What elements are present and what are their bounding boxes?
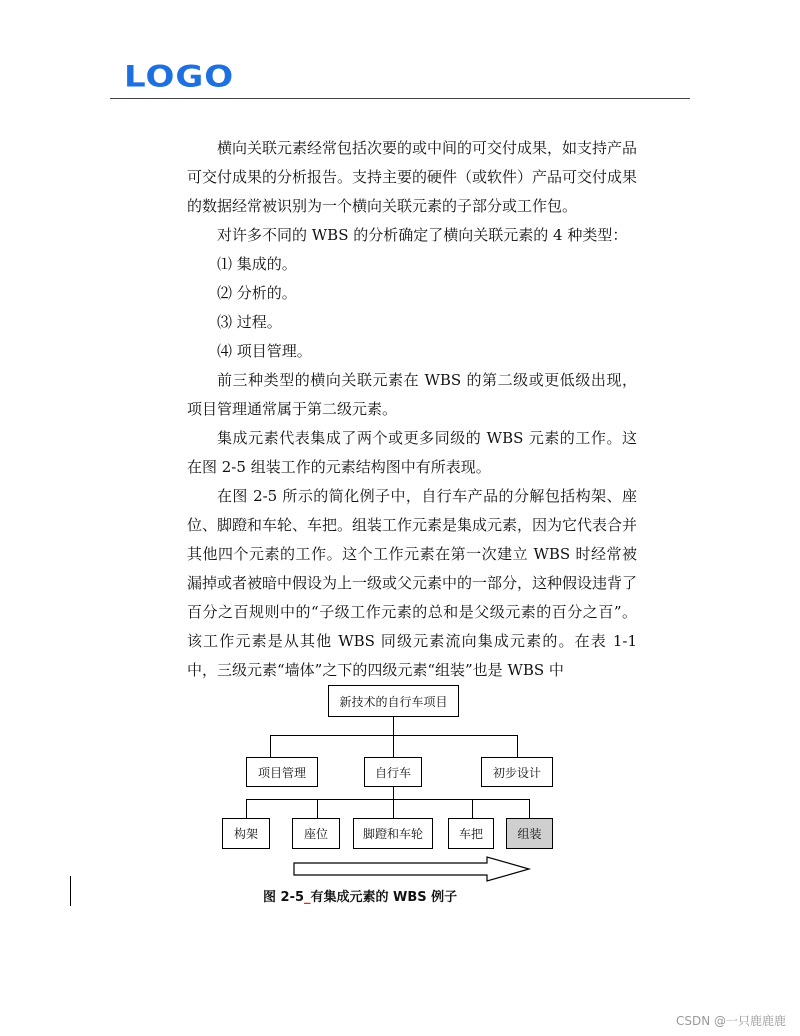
- flow-arrow: [293, 856, 533, 882]
- list-item: ⑶ 过程。: [217, 313, 282, 331]
- margin-change-bar: [70, 876, 71, 906]
- connector: [246, 799, 247, 818]
- connector: [529, 799, 530, 818]
- connector: [517, 735, 518, 757]
- wbs-box-bicycle: 自行车: [364, 757, 422, 787]
- caption-number: 图 2-5: [263, 890, 305, 905]
- list-item: ⑷ 项目管理。: [217, 342, 312, 360]
- paragraph: 横向关联元素经常包括次要的或中间的可交付成果，如支持产品可交付成果的分析报告。支持主要的硬件（或软件）产品可交付成果的数据经常被识别为一个横向关联元素的子部分或工作包。: [187, 139, 638, 215]
- watermark: CSDN @一只鹿鹿鹿: [675, 1014, 786, 1028]
- caption-text: 有集成元素的 WBS 例子: [310, 890, 458, 905]
- connector: [472, 799, 473, 818]
- wbs-box-frame: 构架: [222, 818, 270, 849]
- connector: [393, 735, 394, 757]
- list-item: ⑴ 集成的。: [217, 255, 297, 273]
- wbs-box-assembly: 组装: [506, 818, 553, 849]
- logo: LOGO: [124, 60, 235, 94]
- connector: [393, 799, 394, 818]
- wbs-box-handlebar: 车把: [448, 818, 494, 849]
- connector: [393, 787, 394, 799]
- caption-mark: _: [304, 890, 311, 905]
- paragraph: 集成元素代表集成了两个或更多同级的 WBS 元素的工作。这在图 2-5 组装工作的元素结构图中有所表现。: [187, 429, 637, 476]
- wbs-box-seat: 座位: [292, 818, 340, 849]
- connector: [270, 735, 518, 736]
- document-body: [187, 134, 637, 685]
- wbs-box-preliminary-design: 初步设计: [481, 757, 553, 787]
- wbs-box-project-management: 项目管理: [246, 757, 318, 787]
- wbs-root-box: 新技术的自行车项目: [328, 685, 459, 717]
- figure-caption: [263, 886, 457, 905]
- list-item: ⑵ 分析的。: [217, 284, 297, 302]
- paragraph: 前三种类型的横向关联元素在 WBS 的第二级或更低级出现，项目管理通常属于第二级元素。: [187, 371, 637, 418]
- wbs-box-pedals-wheels: 脚蹬和车轮: [353, 818, 433, 849]
- paragraph: 在图 2-5 所示的简化例子中，自行车产品的分解包括构架、座位、脚蹬和车轮、车把。组装工作元素是集成元素，因为它代表合并其他四个元素的工作。这个工作元素在第一次建立 WBS 时经常被漏掉或者被暗中假设为上一级或父元素中的一部分，这种假设违背了百分之百规则中的“子级工作元素的总和是父级元素的百分之百”。该工作元素是从其他 WBS 同级元素流向集成元素的。在表 1-1 中，三级元素“墙体”之下的四级元素“组装”也是 WBS 中: [187, 487, 638, 679]
- connector: [246, 799, 530, 800]
- connector: [270, 735, 271, 757]
- paragraph: 对许多不同的 WBS 的分析确定了横向关联元素的 4 种类型：: [217, 226, 628, 244]
- connector: [393, 717, 394, 735]
- header-divider: [110, 98, 690, 99]
- connector: [317, 799, 318, 818]
